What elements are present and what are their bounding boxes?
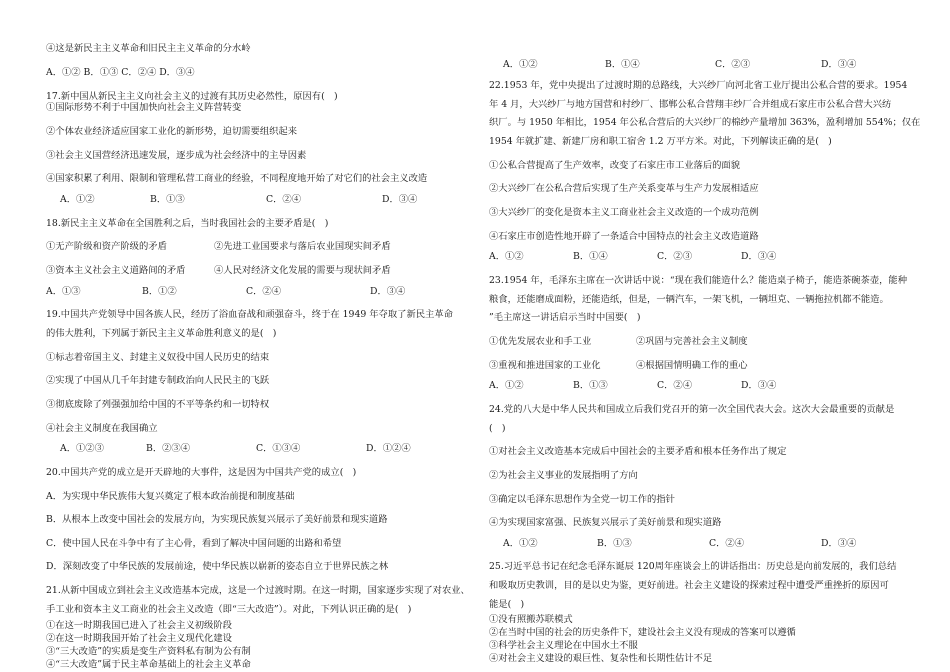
q17-item-4: ④国家积累了利用、限制和管理私营工商业的经验，不同程度地开始了对它们的社会主义改造 <box>46 173 428 184</box>
q18-item-1: ①无产阶级和资产阶级的矛盾 <box>46 241 167 252</box>
q22-choice-c: C．②③ <box>657 251 693 262</box>
q25-item-4: ④对社会主义建设的艰巨性、复杂性和长期性估计不足 <box>489 653 713 664</box>
q23-items-row1 <box>489 335 921 349</box>
q24-item-4: ④为实现国家富强、民族复兴展示了美好前景和现实道路 <box>489 517 722 528</box>
q23-choice-b: B．①③ <box>573 380 608 391</box>
q23-choices <box>489 379 921 393</box>
q20-choice-c: C．使中国人民在斗争中有了主心骨，看到了解决中国问题的出路和希望 <box>46 538 342 549</box>
q18-item-3: ③资本主义社会主义道路间的矛盾 <box>46 265 186 276</box>
q23-choice-c: C．②④ <box>657 380 693 391</box>
q24-stem-line1: 24.党的八大是中华人民共和国成立后我们党召开的第一次全国代表大会。这次大会最重要的贡献是 <box>489 404 895 415</box>
q21-stem-line2: 手工业和资本主义工商业的社会主义改造（即“三大改造”）。对此，下列认识正确的是( ) <box>46 604 412 615</box>
q24-choice-a: A．①② <box>503 538 538 549</box>
q22-choices <box>489 250 921 264</box>
q23-stem-line2: 粮食，还能磨成面粉，还能造纸，但是，一辆汽车，一架飞机，一辆坦克、一辆拖拉机都不能造。 <box>489 294 889 305</box>
q22-item-3: ③大兴纱厂的变化是资本主义工商业社会主义改造的一个成功范例 <box>489 207 759 218</box>
q24-stem-line2: ( ) <box>489 423 506 434</box>
q25-item-2: ②在当时中国的社会的历史条件下，建设社会主义没有现成的答案可以遵循 <box>489 627 796 638</box>
q23-item-1: ①优先发展农业和手工业 <box>489 336 592 347</box>
q19-choices <box>46 442 476 456</box>
q21-item-4: ④“三大改造”属于民主革命基础上的社会主义革命 <box>46 659 251 670</box>
q19-item-2: ②实现了中国从几千年封建专制政治向人民民主的飞跃 <box>46 375 270 386</box>
q19-choice-a: A．①②③ <box>60 443 104 454</box>
q21-choices <box>489 58 921 72</box>
q24-choices <box>489 537 921 551</box>
q17-stem: 17.新中国从新民主主义向社会主义的过渡有其历史必然性，原因有( ) <box>46 91 338 102</box>
q25-stem-line1: 25.习近平总书记在纪念毛泽东诞辰 120周年座谈会上的讲话指出：历史总是向前发展的，我们总结 <box>489 561 897 572</box>
q22-stem-line1: 22.1953 年，党中央提出了过渡时期的总路线，大兴纱厂向河北省工业厅提出公私合营的要求。1954 <box>489 80 908 91</box>
q19-choice-d: D．①②④ <box>366 443 411 454</box>
q18-stem: 18.新民主主义革命在全国胜利之后，当时我国社会的主要矛盾是( ) <box>46 218 329 229</box>
q21-choice-d: D．③④ <box>821 59 857 70</box>
q18-choice-c: C．②④ <box>246 286 282 297</box>
q22-choice-d: D．③④ <box>741 251 777 262</box>
q20-choice-a: A．为实现中华民族伟大复兴奠定了根本政治前提和制度基础 <box>46 491 295 502</box>
q22-item-4: ④石家庄市创造性地开辟了一条适合中国特点的社会主义改造道路 <box>489 231 759 242</box>
q18-item-2: ②先进工业国要求与落后农业国现实间矛盾 <box>214 241 391 252</box>
q25-stem-line2: 和吸取历史教训，目的是以史为鉴，更好前进。社会主义建设的探索过程中遭受严重挫折的原因可 <box>489 580 889 591</box>
q17-item-3: ③社会主义国营经济迅速发展，逐步成为社会经济中的主导因素 <box>46 150 307 161</box>
q23-choice-a: A．①② <box>489 380 524 391</box>
q22-choice-b: B．①④ <box>573 251 608 262</box>
q24-choice-b: B．①③ <box>597 538 632 549</box>
q24-item-2: ②为社会主义事业的发展指明了方向 <box>489 470 638 481</box>
q21-item-1: ①在这一时期我国已进入了社会主义初级阶段 <box>46 620 232 631</box>
q19-item-1: ①标志着帝国主义、封建主义奴役中国人民历史的结束 <box>46 352 270 363</box>
q23-item-2: ②巩固与完善社会主义制度 <box>636 336 748 347</box>
q23-item-4: ④根据国情明确工作的重心 <box>636 360 748 371</box>
q18-choice-a: A．①③ <box>46 286 81 297</box>
q18-item-4: ④人民对经济文化发展的需要与现状间矛盾 <box>214 265 391 276</box>
q21-item-2: ②在这一时期我国开始了社会主义现代化建设 <box>46 633 232 644</box>
q17-choice-b: B．①③ <box>150 194 185 205</box>
q23-stem-line1: 23.1954 年，毛泽东主席在一次讲话中说：“现在我们能造什么？能造桌子椅子，能造茶碗茶壶，能种 <box>489 275 908 286</box>
q25-item-3: ③科学社会主义理论在中国水土不服 <box>489 640 638 651</box>
q17-choice-d: D．③④ <box>382 194 418 205</box>
q21-choice-a: A．①② <box>503 59 538 70</box>
q18-choice-d: D．③④ <box>370 286 406 297</box>
q25-item-1: ①没有照搬苏联模式 <box>489 614 573 625</box>
q22-choice-a: A．①② <box>489 251 524 262</box>
q19-choice-c: C．①③④ <box>256 443 301 454</box>
q17-choice-c: C．②④ <box>266 194 302 205</box>
q19-stem-line1: 19.中国共产党领导中国各族人民，经历了浴血奋战和顽强奋斗，终于在 1949 年夺取了新民主革命 <box>46 309 453 320</box>
q23-items-row2 <box>489 359 921 373</box>
q20-choice-b: B．从根本上改变中国社会的发展方向，为实现民族复兴展示了美好前景和现实道路 <box>46 514 388 525</box>
q22-stem-line2: 年 4 月，大兴纱厂与地方国营和村纱厂、邯郸公私合营翔丰纱厂合并组成石家庄市公私合营大兴纺 <box>489 99 892 110</box>
q19-item-4: ④社会主义制度在我国确立 <box>46 423 158 434</box>
q19-choice-b: B．②③④ <box>146 443 191 454</box>
q17-item-2: ②个体农业经济适应国家工业化的新形势，迫切需要组织起来 <box>46 126 298 137</box>
q23-choice-d: D．③④ <box>741 380 777 391</box>
q22-stem-line4: 1954 年就扩建、新建厂房和职工宿舍 1.2 万平方米。对此，下列解读正确的是( ) <box>489 136 832 147</box>
q18-items-row1 <box>46 240 476 254</box>
q22-stem-line3: 织厂。与 1950 年相比，1954 年公私合营后的大兴纱厂的棉纱产量增加 363%，盈利增加 554%；仅在 <box>489 117 921 128</box>
q24-choice-c: C．②④ <box>709 538 745 549</box>
q21-choice-b: B．①④ <box>605 59 640 70</box>
q20-choice-d: D．深刻改变了中华民族的发展前途，使中华民族以崭新的姿态自立于世界民族之林 <box>46 561 389 572</box>
q25-stem-line3: 能是( ) <box>489 599 525 610</box>
q24-choice-d: D．③④ <box>821 538 857 549</box>
q22-item-1: ①公私合营提高了生产效率，改变了石家庄市工业落后的面貌 <box>489 160 741 171</box>
q21-item-3: ③“三大改造”的实质是变生产资料私有制为公有制 <box>46 646 251 657</box>
q19-stem-line2: 的伟大胜利，下列属于新民主主义革命胜利意义的是( ) <box>46 328 277 339</box>
q18-choices <box>46 285 476 299</box>
q17-choice-a: A．①② <box>60 194 95 205</box>
q23-stem-line3: ”毛主席这一讲话启示当时中国要( ) <box>489 312 641 323</box>
q22-item-2: ②大兴纱厂在公私合营后实现了生产关系变革与生产力发展相适应 <box>489 183 759 194</box>
q21-choice-c: C．②③ <box>715 59 751 70</box>
q19-item-3: ③彻底废除了列强强加给中国的不平等条约和一切特权 <box>46 399 270 410</box>
q17-item-1: ①国际形势不利于中国加快向社会主义阵营转变 <box>46 102 242 113</box>
q23-item-3: ③重视和推进国家的工业化 <box>489 360 601 371</box>
q24-item-3: ③确定以毛泽东思想作为全党一切工作的指针 <box>489 494 675 505</box>
q18-choice-b: B．①② <box>142 286 177 297</box>
q16-choices: A．①② B．①③ C．②④ D．③④ <box>46 67 195 78</box>
q17-choices <box>46 193 476 207</box>
q18-items-row2 <box>46 264 476 278</box>
q20-stem: 20.中国共产党的成立是开天辟地的大事件，这是因为中国共产党的成立( ) <box>46 467 357 478</box>
q24-item-1: ①对社会主义改造基本完成后中国社会的主要矛盾和根本任务作出了规定 <box>489 446 787 457</box>
q16-option-4: ④这是新民主主义革命和旧民主主义革命的分水岭 <box>46 43 251 54</box>
q21-stem-line1: 21.从新中国成立到社会主义改造基本完成，这是一个过渡时期。在这一时期，国家逐步实现了对农业、 <box>46 585 470 596</box>
